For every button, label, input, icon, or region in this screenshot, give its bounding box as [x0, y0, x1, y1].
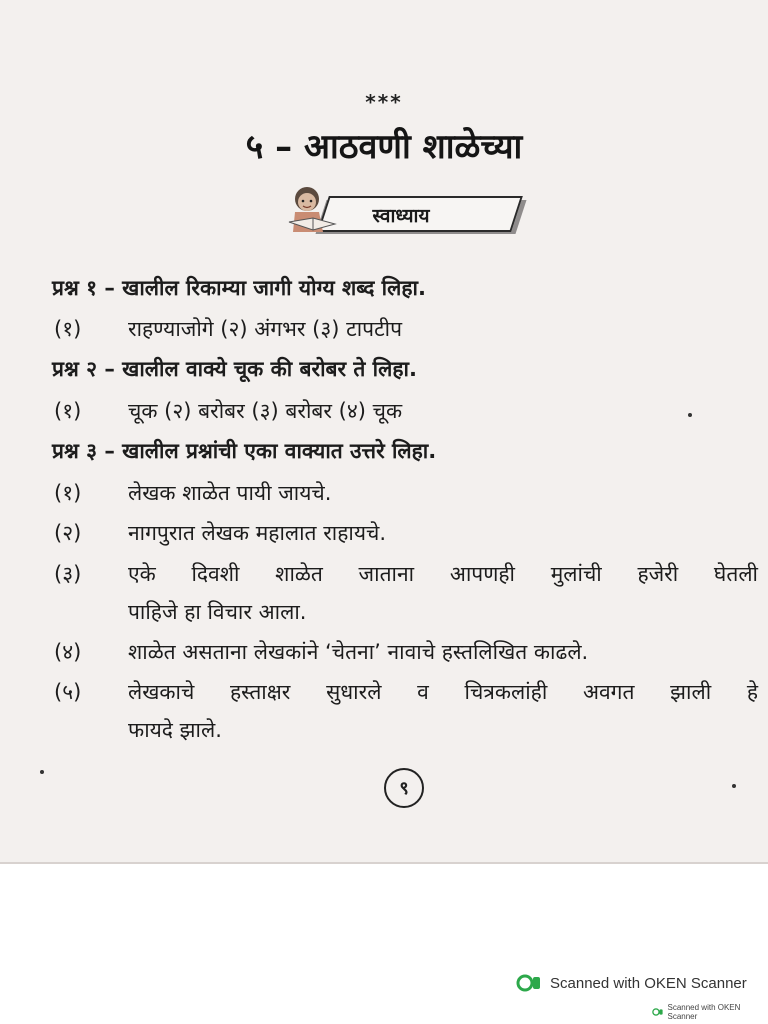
scanner-watermark-small: [652, 1005, 768, 1019]
q3-answer-3-line-1: एके दिवशी शाळेत जाताना आपणही मुलांची हजेरी घेतली: [128, 562, 758, 586]
q1-answer-1-number: (१): [54, 317, 82, 341]
q3-answer-2-number: (२): [54, 521, 82, 545]
scanner-watermark: [516, 971, 747, 995]
section-label: स्वाध्याय: [372, 205, 430, 227]
q3-answer-1-text: लेखक शाळेत पायी जायचे.: [128, 481, 332, 505]
decorative-stars: ***: [365, 90, 403, 114]
q3-answer-5-line-1: लेखकाचे हस्ताक्षर सुधारले व चित्रकलांही अवगत झाली हे: [128, 680, 758, 704]
q2-answer-1-text: चूक (२) बरोबर (३) बरोबर (४) चूक: [128, 399, 403, 423]
q3-answer-2-text: नागपुरात लेखक महालात राहायचे.: [128, 521, 387, 545]
q2-answer-1-number: (१): [54, 399, 82, 423]
q1-answer-1-text: राहण्याजोगे (२) अंगभर (३) टापटीप: [128, 317, 403, 341]
question-2-prompt: प्रश्न २ – खालील वाक्ये चूक की बरोबर ते लिहा.: [52, 357, 417, 381]
q3-answer-1-number: (१): [54, 481, 82, 505]
oken-scanner-logo-icon: [652, 1007, 663, 1017]
q3-answer-3-number: (३): [54, 562, 82, 586]
scanner-watermark-small-text: Scanned with OKEN Scanner: [667, 1003, 741, 1021]
print-dot: [732, 784, 736, 788]
q3-answer-3-line-2: पाहिजे हा विचार आला.: [128, 600, 307, 624]
print-dot: [40, 770, 44, 774]
chapter-title: ५ – आठवणी शाळेच्या: [245, 127, 523, 167]
q3-answer-4-number: (४): [54, 640, 82, 664]
question-3-prompt: प्रश्न ३ – खालील प्रश्नांची एका वाक्यात उत्तरे लिहा.: [52, 439, 437, 463]
print-dot: [688, 413, 692, 417]
q3-answer-5-line-2: फायदे झाले.: [128, 718, 222, 742]
q3-answer-4-text: शाळेत असताना लेखकांने ‘चेतना’ नावाचे हस्तलिखित काढले.: [128, 640, 589, 664]
question-1-prompt: प्रश्न १ – खालील रिकाम्या जागी योग्य शब्द लिहा.: [52, 276, 426, 300]
child-reading-icon: [283, 182, 339, 240]
oken-scanner-logo-icon: [516, 974, 542, 992]
page-number: ९: [384, 768, 424, 808]
q3-answer-5-number: (५): [54, 680, 82, 704]
section-banner: [283, 182, 533, 242]
scanner-watermark-text: Scanned with OKEN Scanner: [550, 974, 747, 992]
